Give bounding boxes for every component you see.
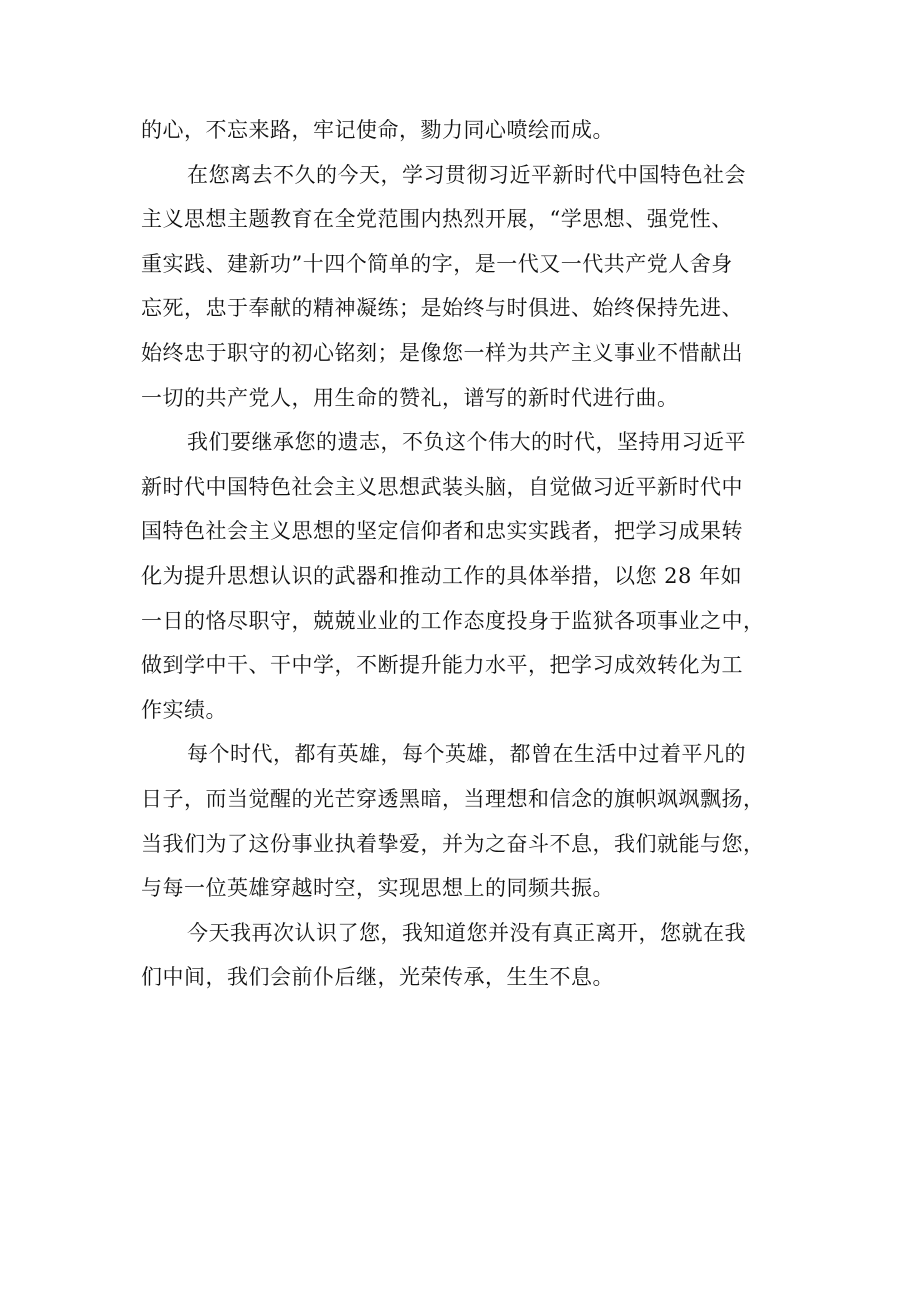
text-line: 一切的共产党人，用生命的赞礼，谱写的新时代进行曲。 — [141, 385, 679, 410]
text-line: 重实践、建新功”十四个简单的字，是一代又一代共产党人舍身 — [141, 251, 733, 276]
text-line: 们中间，我们会前仆后继，光荣传承，生生不息。 — [141, 965, 614, 990]
text-line: 做到学中干、干中学，不断提升能力水平，把学习成效转化为工 — [141, 653, 743, 678]
text-line: 国特色社会主义思想的坚定信仰者和忠实实践者，把学习成果转 — [141, 519, 743, 544]
text-line: 新时代中国特色社会主义思想武装头脑，自觉做习近平新时代中 — [141, 474, 743, 499]
text-line: 与每一位英雄穿越时空，实现思想上的同频共振。 — [141, 876, 614, 901]
text-line: 我们要继承您的遗志，不负这个伟大的时代，坚持用习近平 — [187, 430, 746, 455]
text-line: 忘死，忠于奉献的精神凝练；是始终与时俱进、始终保持先进、 — [141, 296, 743, 321]
paragraph — [141, 732, 785, 910]
text-line: 今天我再次认识了您，我知道您并没有真正离开，您就在我 — [187, 920, 746, 945]
text-line: 始终忠于职守的初心铭刻；是像您一样为共产主义事业不惜献出 — [141, 340, 743, 365]
text-line: 化为提升思想认识的武器和推动工作的具体举措，以您 28 年如 — [141, 563, 743, 588]
paragraph — [141, 108, 785, 153]
text-line: 每个时代，都有英雄，每个英雄，都曾在生活中过着平凡的 — [187, 742, 746, 767]
text-line: 当我们为了这份事业执着挚爱，并为之奋斗不息，我们就能与您， — [141, 831, 765, 856]
paragraph — [141, 420, 785, 732]
paragraph — [141, 911, 785, 1000]
text-line: 主义思想主题教育在全党范围内热烈开展，“学思想、强党性、 — [141, 207, 733, 232]
text-line: 一日的恪尽职守，兢兢业业的工作态度投身于监狱各项事业之中， — [141, 608, 765, 633]
paragraph — [141, 153, 785, 421]
text-line: 作实绩。 — [141, 697, 227, 722]
text-line: 在您离去不久的今天，学习贯彻习近平新时代中国特色社会 — [187, 162, 746, 187]
body-text — [141, 108, 785, 1000]
text-line: 日子，而当觉醒的光芒穿透黑暗，当理想和信念的旗帜飒飒飘扬， — [141, 786, 765, 811]
text-line: 的心，不忘来路，牢记使命，勠力同心喷绘而成。 — [141, 118, 614, 142]
